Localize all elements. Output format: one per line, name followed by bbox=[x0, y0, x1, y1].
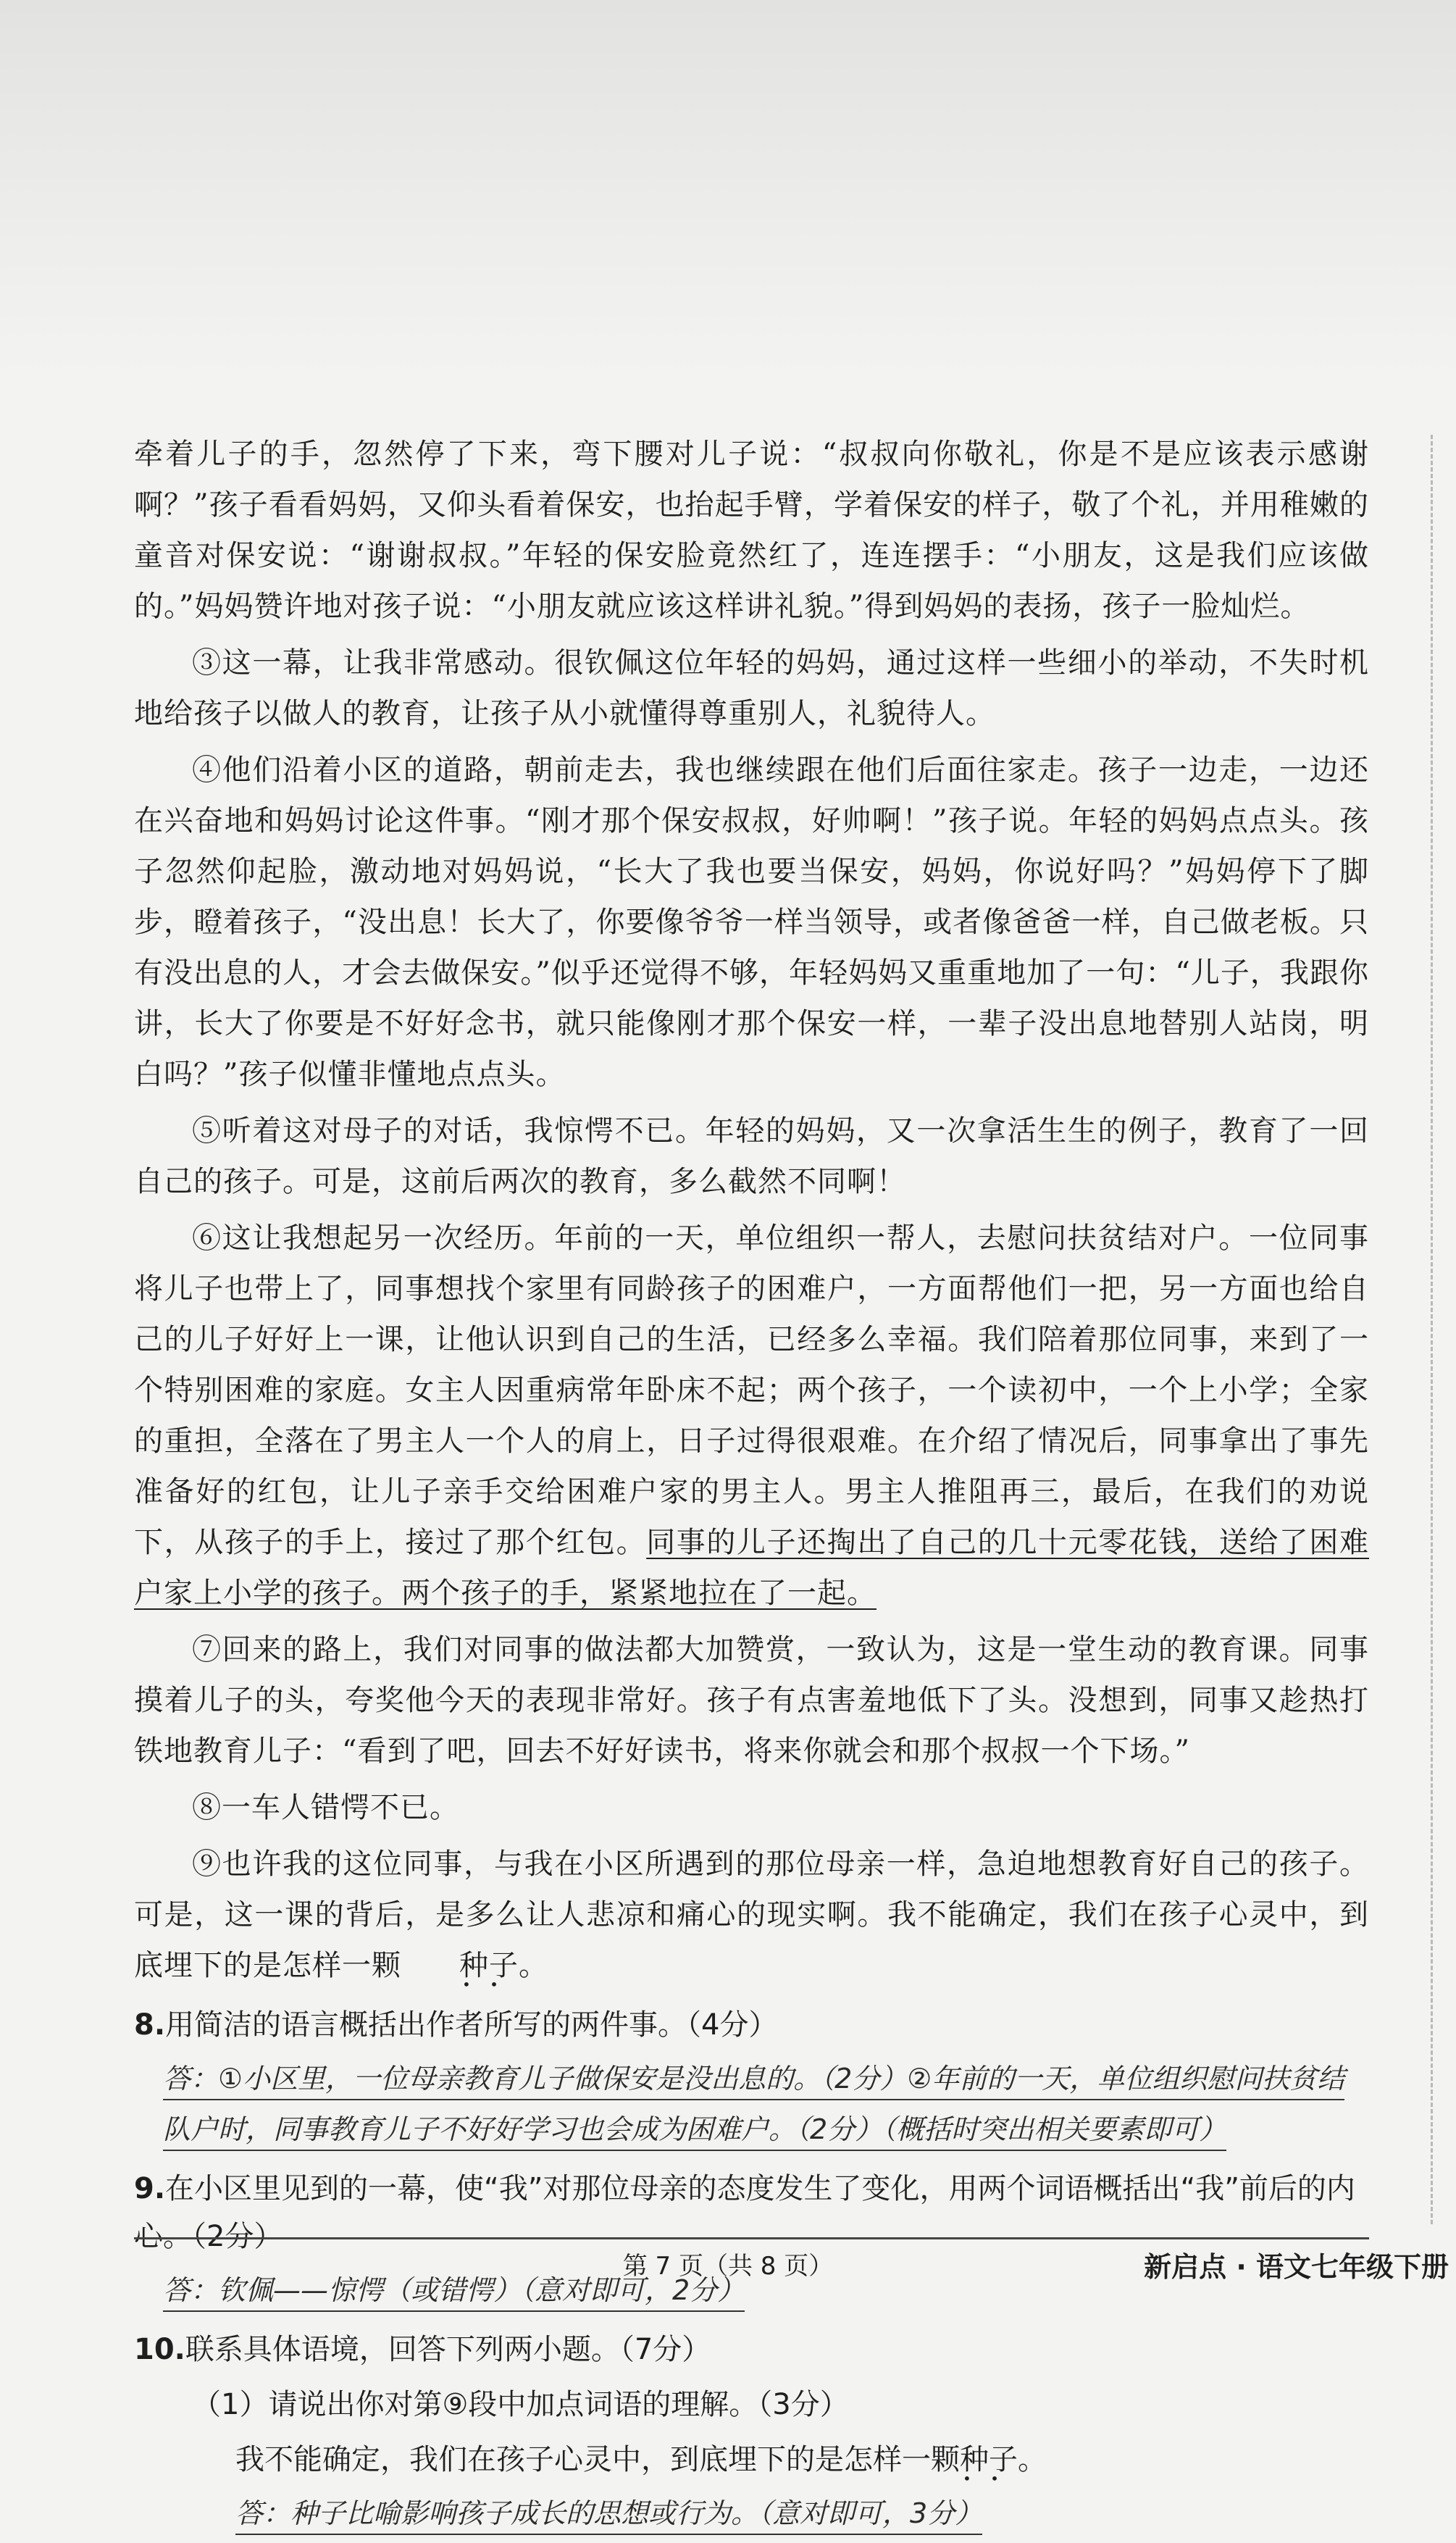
page-top-shade bbox=[0, 0, 1456, 377]
question-9-text: 在小区里见到的一幕，使“我”对那位母亲的态度发生了变化，用两个词语概括出“我”前后的内心。（2分） bbox=[134, 2172, 1355, 2253]
binding-fold-line bbox=[1431, 435, 1433, 2224]
question-8 bbox=[134, 2001, 1369, 2049]
paragraph-9-end: 。 bbox=[519, 1949, 548, 1982]
question-8-text: 用简洁的语言概括出作者所写的两件事。（4分） bbox=[165, 2008, 778, 2042]
passage-paragraph-8: ⑧一车人错愕不已。 bbox=[192, 1791, 459, 1824]
question-10-number: 10. bbox=[134, 2333, 185, 2366]
quote-text: 我不能确定，我们在孩子心灵中，到底埋下的是怎样一颗 bbox=[235, 2443, 960, 2476]
passage-paragraph-2-continued: 牵着儿子的手，忽然停了下来，弯下腰对儿子说：“叔叔向你敬礼，你是不是应该表示感谢啊？”孩子看看妈妈，又仰头看着保安，也抬起手臂，学着保安的样子，敬了个礼，并用稚嫩的童音对保安说：“谢谢叔叔。”年轻的保安脸竟然红了，连连摆手：“小朋友，这是我们应该做的。”妈妈赞许地对孩子说：“小朋友就应该这样讲礼貌。”得到妈妈的表扬，孩子一脸灿烂。 bbox=[134, 438, 1369, 623]
passage-paragraph-6 bbox=[134, 1213, 1369, 1619]
question-8-answer-text: 答：①小区里，一位母亲教育儿子做保安是没出息的。（2分）②年前的一天，单位组织慰问扶贫结队户时，同事教育儿子不好好学习也会成为困难户。（2分）（概括时突出相关要素即可） bbox=[163, 2063, 1344, 2151]
paragraph-6-underlined-text: 同事的儿子还掏出了自己的几十元零花钱，送给了困难户家上小学的孩子。两个孩子的手，紧紧地拉在了一起。 bbox=[134, 1526, 1370, 1610]
passage-paragraph-9 bbox=[134, 1839, 1369, 1991]
emphasis-dotted-word: 种子 • • bbox=[401, 1940, 519, 1991]
question-8-answer bbox=[163, 2053, 1369, 2155]
passage-paragraph-3: ③这一幕，让我非常感动。很钦佩这位年轻的妈妈，通过这样一些细小的举动，不失时机地给孩子以做人的教育，让孩子从小就懂得尊重别人，礼貌待人。 bbox=[134, 646, 1369, 730]
quote-dotted-word: 种子 • • bbox=[960, 2436, 1018, 2484]
paragraph-6-text: ⑥这让我想起另一次经历。年前的一天，单位组织一帮人，去慰问扶贫结对户。一位同事将儿子也带上了，同事想找个家里有同龄孩子的困难户，一方面帮他们一把，另一方面也给自己的儿子好好上一课，让他认识到自己的生活，已经多么幸福。我们陪着那位同事，来到了一个特别困难的家庭。女主人因重病常年卧床不起；两个孩子，一个读初中，一个上小学；全家的重担，全落在了男主人一个人的肩上，日子过得很艰难。在介绍了情况后，同事拿出了事先准备好的红包，让儿子亲手交给困难户家的男主人。男主人推阻再三，最后，在我们的劝说下，从孩子的手上，接过了那个红包。 bbox=[134, 1222, 1369, 1559]
question-8-number: 8. bbox=[134, 2008, 166, 2042]
question-10-part-1-answer bbox=[235, 2488, 1369, 2539]
paragraph-9-text: ⑨也许我的这位同事，与我在小区所遇到的那位母亲一样，急迫地想教育好自己的孩子。可是，这一课的背后，是多么让人悲凉和痛心的现实啊。我不能确定，我们在孩子心灵中，到底埋下的是怎样一颗 bbox=[134, 1847, 1369, 1982]
quote-end: 。 bbox=[1018, 2443, 1047, 2476]
question-10-part-1: （1）请说出你对第⑨段中加点词语的理解。（3分） bbox=[192, 2388, 849, 2421]
passage-paragraph-7: ⑦回来的路上，我们对同事的做法都大加赞赏，一致认为，这是一堂生动的教育课。同事摸着儿子的头，夸奖他今天的表现非常好。孩子有点害羞地低下了头。没想到，同事又趁热打铁地教育儿子：“看到了吧，回去不好好读书，将来你就会和那个叔叔一个下场。” bbox=[134, 1633, 1369, 1768]
question-10 bbox=[134, 2326, 1369, 2373]
question-9-answer-text: 答：钦佩——惊愕（或错愕）（意对即可，2分） bbox=[163, 2274, 745, 2312]
question-10-part-1-answer-text: 答：种子比喻影响孩子成长的思想或行为。（意对即可，3分） bbox=[235, 2497, 982, 2535]
passage-paragraph-4: ④他们沿着小区的道路，朝前走去，我也继续跟在他们后面往家走。孩子一边走，一边还在兴奋地和妈妈讨论这件事。“刚才那个保安叔叔，好帅啊！”孩子说。年轻的妈妈点点头。孩子忽然仰起脸，激动地对妈妈说，“长大了我也要当保安，妈妈，你说好吗？”妈妈停下了脚步，瞪着孩子，“没出息！长大了，你要像爷爷一样当领导，或者像爸爸一样，自己做老板。只有没出息的人，才会去做保安。”似乎还觉得不够，年轻妈妈又重重地加了一句：“儿子，我跟你讲，长大了你要是不好好念书，就只能像刚才那个保安一样，一辈子没出息地替别人站岗，明白吗？”孩子似懂非懂地点点头。 bbox=[134, 753, 1369, 1091]
question-10-part-1-quote bbox=[235, 2436, 1369, 2484]
question-9-number: 9. bbox=[134, 2172, 166, 2205]
book-brand: 新启点 · 语文七年级下册 bbox=[1144, 2251, 1449, 2283]
page-number: 第 7 页（共 8 页） bbox=[622, 2252, 834, 2281]
question-10-text: 联系具体语境，回答下列两小题。（7分） bbox=[185, 2333, 711, 2366]
footer-rule bbox=[134, 2237, 1369, 2239]
worksheet-content bbox=[134, 429, 1369, 2543]
passage-paragraph-5: ⑤听着这对母子的对话，我惊愕不已。年轻的妈妈，又一次拿活生生的例子，教育了一回自己的孩子。可是，这前后两次的教育，多么截然不同啊！ bbox=[134, 1114, 1369, 1198]
